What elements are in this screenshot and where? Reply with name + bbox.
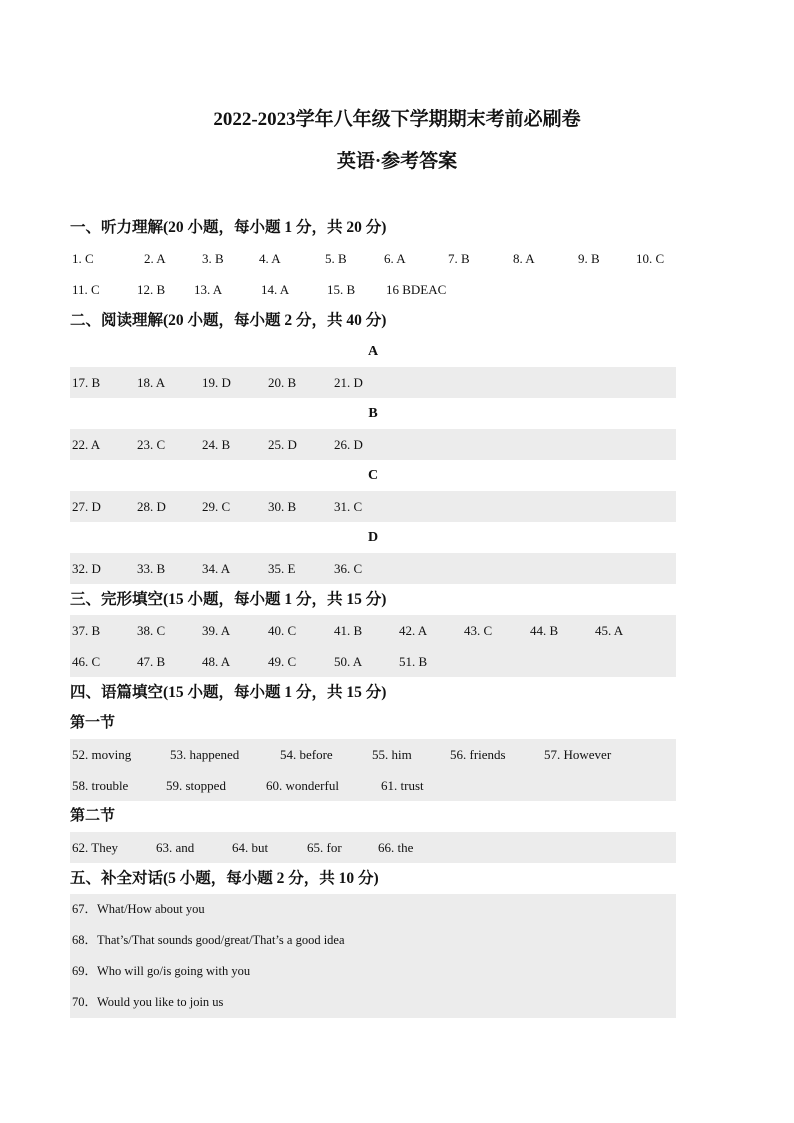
page-title: 2022-2023学年八年级下学期期末考前必刷卷 [213,109,581,130]
section-heading-grammar: 四、语篇填空(15 小题，每小题 1 分，共 15 分) [70,684,387,701]
answer-item: 31. C [334,499,363,514]
answer-item: 18. A [137,375,166,390]
answer-row [70,615,676,646]
answer-item: 52. moving [72,747,132,762]
passage-label: B [368,406,378,421]
answer-row [70,739,676,770]
answer-item: 2. A [144,251,166,266]
answer-item: 51. B [399,654,428,669]
answer-item: 61. trust [381,778,424,793]
answer-item: 14. A [261,282,290,297]
answer-item: 49. C [268,654,297,669]
section-heading-cloze: 三、完形填空(15 小题，每小题 1 分，共 15 分) [70,591,387,608]
answer-item: 65. for [307,840,342,855]
answer-item: 46. C [72,654,101,669]
answer-item: 58. trouble [72,778,129,793]
answer-item: 55. him [372,747,412,762]
section-heading-reading: 二、阅读理解(20 小题，每小题 2 分，共 40 分) [70,312,387,329]
answer-item: 23. C [137,437,166,452]
answer-row [70,832,676,863]
answer-item: 45. A [595,623,624,638]
answer-item: 60. wonderful [266,778,339,793]
answer-item: 17. B [72,375,101,390]
answer-item: 16 BDEAC [386,282,447,297]
answer-item: 8. A [513,251,535,266]
part-label: 第一节 [70,715,116,731]
answer-item: 25. D [268,437,297,452]
answer-row [70,243,676,274]
answer-row [70,956,676,987]
answer-item: 4. A [259,251,281,266]
answer-row [70,770,676,801]
answer-item: 40. C [268,623,297,638]
answer-item: 29. C [202,499,231,514]
part-label: 第二节 [70,808,116,824]
answer-item: 35. E [268,561,296,576]
answer-item: 47. B [137,654,166,669]
answer-item: 38. C [137,623,166,638]
answer-item: 3. B [202,251,224,266]
answer-item: 24. B [202,437,231,452]
answer-item: 69．Who will go/is going with you [72,964,251,978]
answer-item: 30. B [268,499,297,514]
answer-item: 42. A [399,623,428,638]
answer-item: 50. A [334,654,363,669]
answer-item: 70．Would you like to join us [72,995,224,1009]
answer-item: 34. A [202,561,231,576]
answer-item: 39. A [202,623,231,638]
answer-item: 19. D [202,375,231,390]
passage-label: C [367,468,379,483]
answer-row [70,925,676,956]
answer-row [70,894,676,925]
answer-item: 43. C [464,623,493,638]
answer-item: 32. D [72,561,101,576]
page-subtitle: 英语·参考答案 [336,151,458,172]
answer-row [70,646,676,677]
answer-item: 53. happened [170,747,240,762]
answer-item: 63. and [156,840,195,855]
section-heading-dialogue: 五、补全对话(5 小题，每小题 2 分，共 10 分) [70,870,379,887]
answer-item: 5. B [325,251,347,266]
answer-item: 10. C [636,251,665,266]
answer-item: 7. B [448,251,470,266]
answer-item: 6. A [384,251,406,266]
answer-item: 22. A [72,437,101,452]
answer-content [70,212,676,1018]
answer-item: 1. C [72,251,94,266]
answer-item: 68．That’s/That sounds good/great/That’s a good idea [72,933,345,947]
answer-item: 37. B [72,623,101,638]
answer-item: 27. D [72,499,101,514]
answer-item: 12. B [137,282,166,297]
answer-row [70,553,676,584]
answer-item: 11. C [72,282,100,297]
answer-row [70,429,676,460]
answer-item: 33. B [137,561,166,576]
answer-item: 67．What/How about you [72,902,205,916]
answer-item: 20. B [268,375,297,390]
section-heading-listening: 一、听力理解(20 小题，每小题 1 分，共 20 分) [70,219,387,236]
answer-item: 26. D [334,437,363,452]
answer-item: 9. B [578,251,600,266]
passage-label: A [367,344,379,359]
answer-row [70,367,676,398]
answer-item: 28. D [137,499,166,514]
answer-item: 21. D [334,375,363,390]
answer-item: 41. B [334,623,363,638]
answer-item: 56. friends [450,747,506,762]
answer-row [70,274,676,305]
answer-item: 36. C [334,561,363,576]
answer-item: 15. B [327,282,356,297]
answer-item: 13. A [194,282,223,297]
answer-row [70,987,676,1018]
answer-item: 48. A [202,654,231,669]
answer-item: 66. the [378,840,414,855]
answer-item: 62. They [72,840,118,855]
answer-item: 57. However [544,747,612,762]
answer-item: 64. but [232,840,269,855]
answer-item: 44. B [530,623,559,638]
answer-item: 59. stopped [166,778,226,793]
answer-item: 54. before [280,747,333,762]
passage-label: D [367,530,379,545]
answer-row [70,491,676,522]
